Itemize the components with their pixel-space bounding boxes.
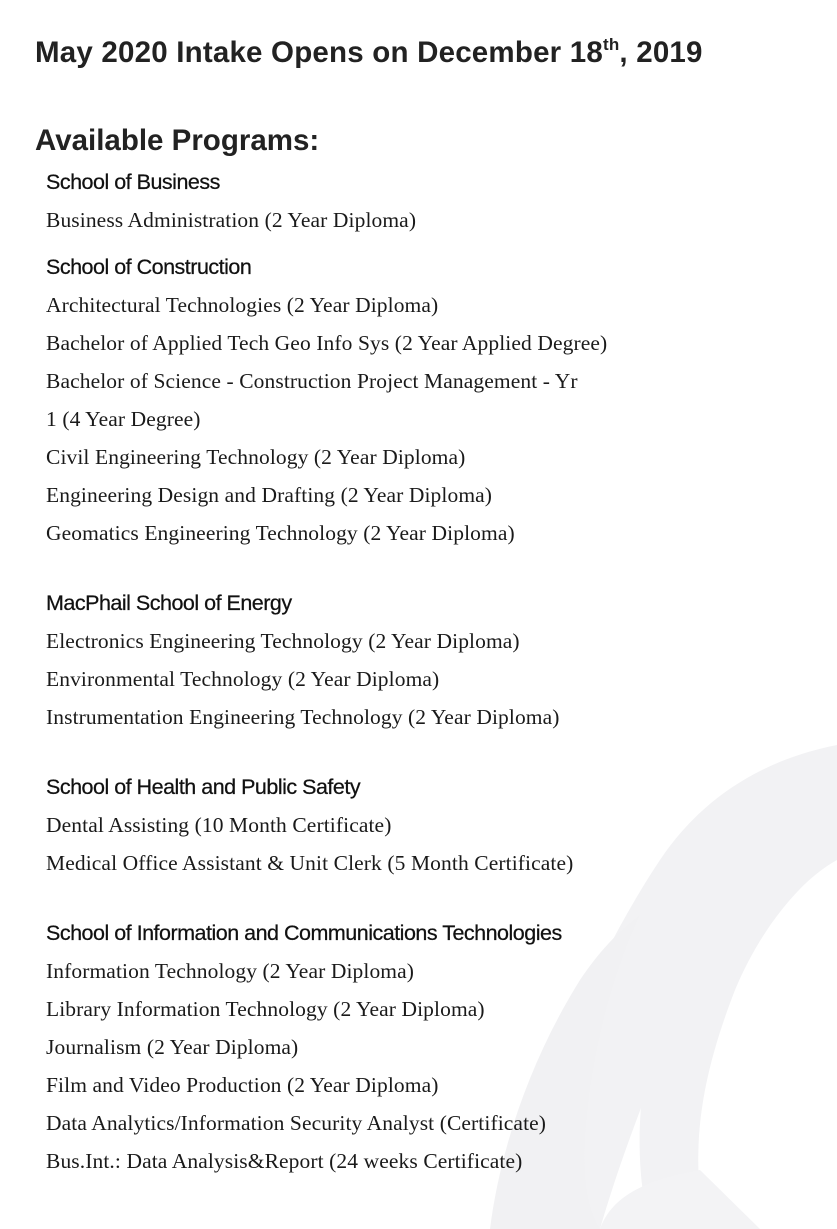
program-item: Business Administration (2 Year Diploma)	[46, 208, 417, 232]
program-item: Bachelor of Applied Tech Geo Info Sys (2 Year Applied Degree)	[46, 331, 608, 355]
program-item: Civil Engineering Technology (2 Year Diploma)	[46, 445, 466, 469]
program-item: Bus.Int.: Data Analysis&Report (24 weeks Certificate)	[46, 1149, 523, 1173]
program-item: Information Technology (2 Year Diploma)	[46, 959, 415, 983]
program-item: Library Information Technology (2 Year Diploma)	[46, 997, 485, 1021]
school-heading-energy: MacPhail School of Energy	[46, 591, 292, 615]
program-item: Medical Office Assistant & Unit Clerk (5 Month Certificate)	[46, 851, 574, 875]
program-item: Architectural Technologies (2 Year Diploma)	[46, 293, 439, 317]
intake-title	[35, 36, 703, 70]
school-heading-construction: School of Construction	[46, 255, 252, 279]
program-item: Dental Assisting (10 Month Certificate)	[46, 813, 392, 837]
available-programs-heading: Available Programs:	[35, 124, 320, 157]
intake-title-text: May 2020 Intake Opens on December 18	[35, 36, 603, 69]
program-item: Engineering Design and Drafting (2 Year Diploma)	[46, 483, 493, 507]
intake-title-year: , 2019	[619, 36, 703, 69]
school-heading-ict: School of Information and Communications Technologies	[46, 921, 562, 945]
watermark-lower-band	[600, 1170, 760, 1229]
program-item: Bachelor of Science - Construction Project Management - Yr	[46, 369, 578, 393]
program-item: Electronics Engineering Technology (2 Year Diploma)	[46, 629, 520, 653]
program-item: Geomatics Engineering Technology (2 Year Diploma)	[46, 521, 515, 545]
program-item: Instrumentation Engineering Technology (2 Year Diploma)	[46, 705, 560, 729]
program-item: Film and Video Production (2 Year Diploma)	[46, 1073, 439, 1097]
program-item: 1 (4 Year Degree)	[46, 407, 201, 431]
school-heading-business: School of Business	[46, 170, 220, 194]
program-item: Journalism (2 Year Diploma)	[46, 1035, 299, 1059]
program-item: Data Analytics/Information Security Analyst (Certificate)	[46, 1111, 547, 1135]
intake-title-superscript: th	[602, 35, 620, 54]
school-heading-health: School of Health and Public Safety	[46, 775, 361, 799]
program-item: Environmental Technology (2 Year Diploma)	[46, 667, 440, 691]
